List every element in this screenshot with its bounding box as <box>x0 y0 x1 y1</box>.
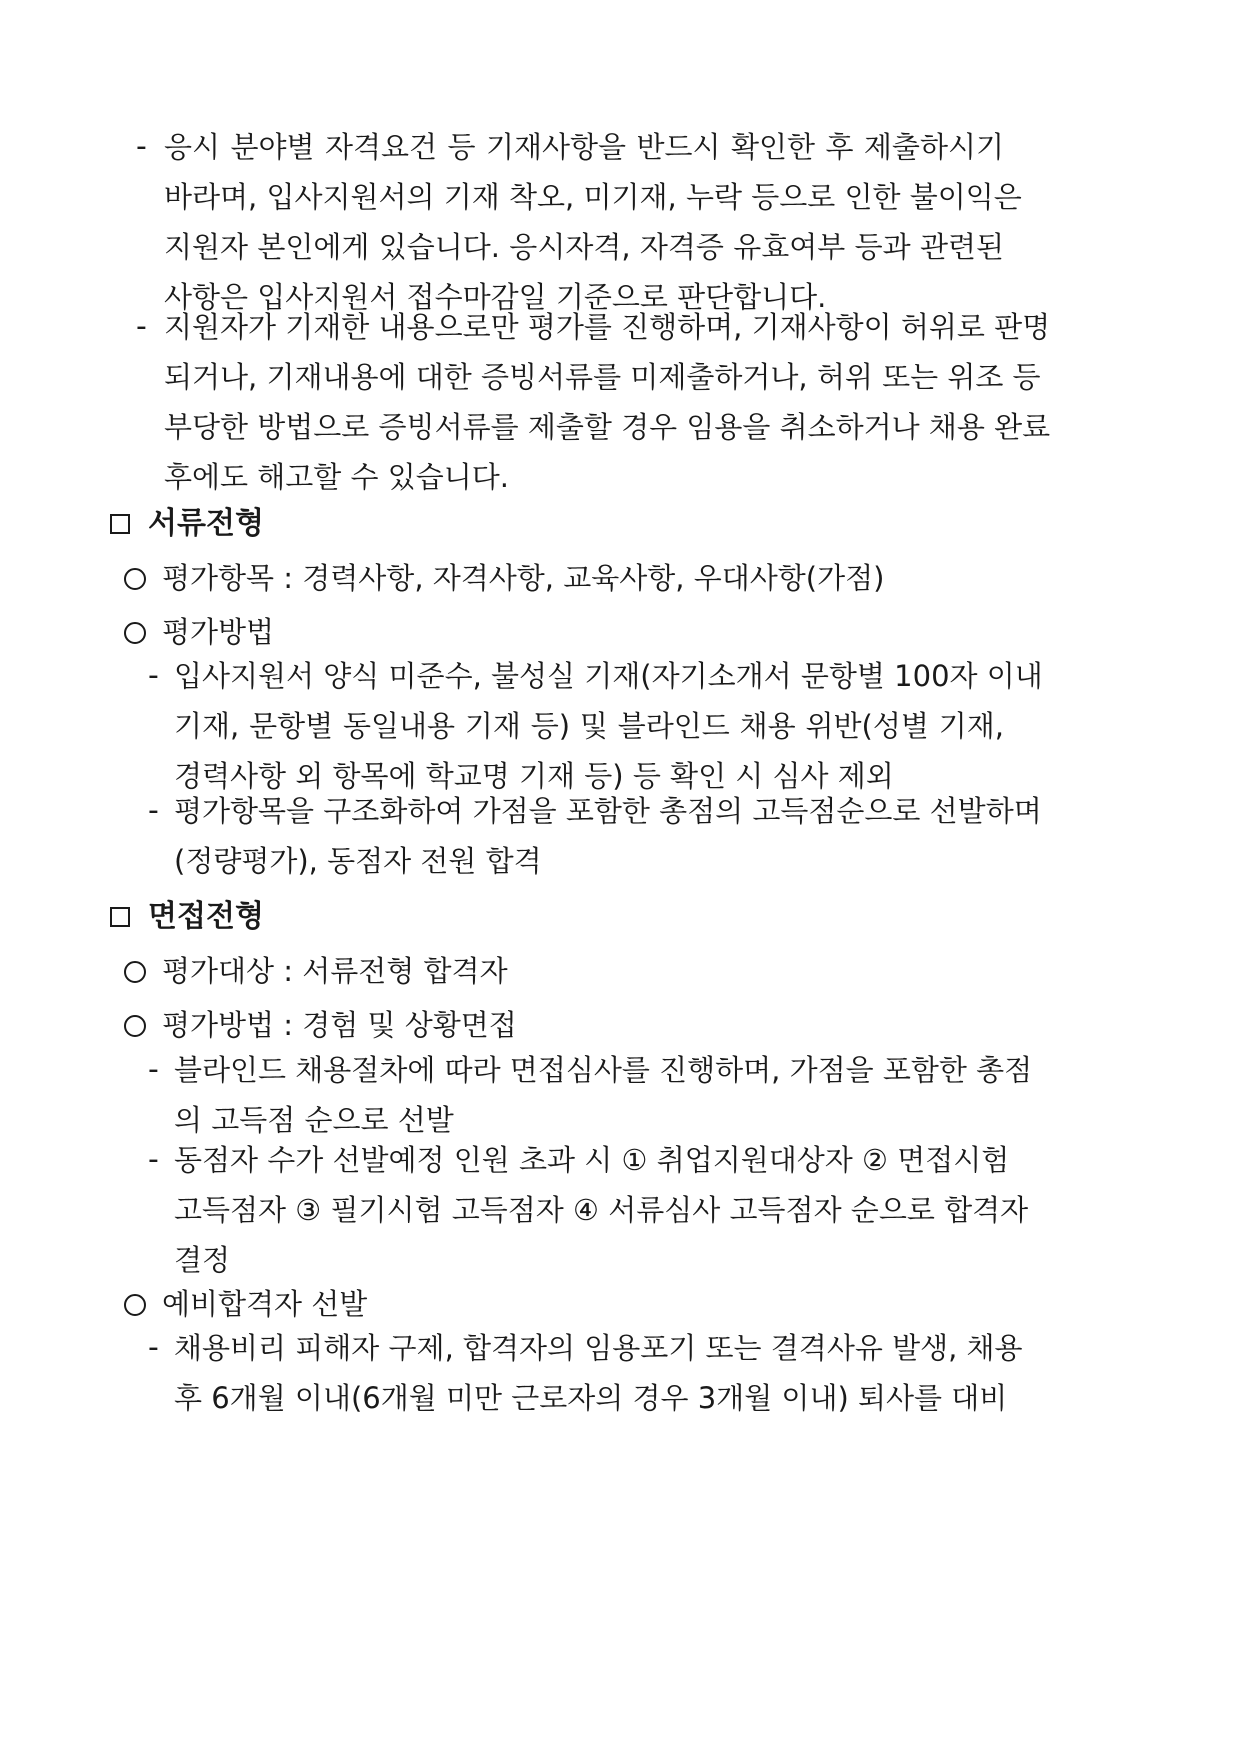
reserve-selection <box>124 1284 367 1324</box>
doc-method-note-2-line-2: (정량평가), 동점자 전원 합격 <box>174 844 542 878</box>
interview-method-note-2-line-1: 동점자 수가 선발예정 인원 초과 시 ① 취업지원대상자 ② 면접시험 <box>174 1143 1010 1177</box>
circle-bullet-icon <box>124 1015 146 1037</box>
evaluation-target-text: 평가대상 : 서류전형 합격자 <box>162 954 508 988</box>
circle-bullet-icon <box>124 568 146 590</box>
evaluation-target <box>124 951 508 991</box>
reserve-note-1-dash: - <box>148 1330 159 1365</box>
interview-method-note-2 <box>174 1135 1029 1285</box>
doc-method-note-1-line-2: 기재, 문항별 동일내용 기재 등) 및 블라인드 채용 위반(성별 기재, <box>174 709 1004 743</box>
intro-note-2-line-4: 후에도 해고할 수 있습니다. <box>164 460 510 494</box>
intro-note-2-dash: - <box>136 309 147 344</box>
reserve-note-1-line-2: 후 6개월 이내(6개월 미만 근로자의 경우 3개월 이내) 퇴사를 대비 <box>174 1381 1008 1415</box>
reserve-selection-text: 예비합격자 선발 <box>162 1287 368 1321</box>
intro-note-1-line-2: 바라며, 입사지원서의 기재 착오, 미기재, 누락 등으로 인한 불이익은 <box>164 180 1022 214</box>
interview-method-note-1-dash: - <box>148 1052 159 1087</box>
evaluation-method-text: 평가방법 <box>162 615 275 649</box>
document-screening-heading <box>110 504 264 544</box>
interview-evaluation-method-text: 평가방법 : 경험 및 상황면접 <box>162 1008 517 1042</box>
circle-bullet-icon <box>124 622 146 644</box>
intro-note-2-line-3: 부당한 방법으로 증빙서류를 제출할 경우 임용을 취소하거나 채용 완료 <box>164 410 1051 444</box>
evaluation-items <box>124 558 884 598</box>
doc-method-note-1-line-1: 입사지원서 양식 미준수, 불성실 기재(자기소개서 문항별 100자 이내 <box>174 659 1043 693</box>
checkbox-square-icon <box>110 514 130 534</box>
interview-method-note-2-dash: - <box>148 1142 159 1177</box>
interview-method-note-1-line-2: 의 고득점 순으로 선발 <box>174 1103 454 1137</box>
intro-note-1-line-1: 응시 분야별 자격요건 등 기재사항을 반드시 확인한 후 제출하시기 <box>164 130 1004 164</box>
intro-note-1-line-4: 사항은 입사지원서 접수마감일 기준으로 판단합니다. <box>164 280 827 314</box>
doc-method-note-2 <box>174 786 1042 886</box>
doc-method-note-1-dash: - <box>148 658 159 693</box>
intro-note-2-line-1: 지원자가 기재한 내용으로만 평가를 진행하며, 기재사항이 허위로 판명 <box>164 310 1051 344</box>
interview-screening-title: 면접전형 <box>148 899 264 934</box>
intro-note-1 <box>164 122 1022 322</box>
doc-method-note-2-dash: - <box>148 793 159 828</box>
circle-bullet-icon <box>124 1294 146 1316</box>
doc-method-note-1-line-3: 경력사항 외 항목에 학교명 기재 등) 등 확인 시 심사 제외 <box>174 759 894 793</box>
interview-evaluation-method <box>124 1005 517 1045</box>
intro-note-2-line-2: 되거나, 기재내용에 대한 증빙서류를 미제출하거나, 허위 또는 위조 등 <box>164 360 1041 394</box>
checkbox-square-icon <box>110 907 130 927</box>
evaluation-items-text: 평가항목 : 경력사항, 자격사항, 교육사항, 우대사항(가점) <box>162 561 885 595</box>
doc-method-note-1 <box>174 651 1043 801</box>
interview-method-note-1-line-1: 블라인드 채용절차에 따라 면접심사를 진행하며, 가점을 포함한 총점 <box>174 1053 1033 1087</box>
intro-note-2 <box>164 302 1051 502</box>
interview-method-note-2-line-2: 고득점자 ③ 필기시험 고득점자 ④ 서류심사 고득점자 순으로 합격자 <box>174 1193 1029 1227</box>
circle-bullet-icon <box>124 961 146 983</box>
reserve-note-1-line-1: 채용비리 피해자 구제, 합격자의 임용포기 또는 결격사유 발생, 채용 <box>174 1331 1023 1365</box>
evaluation-method <box>124 612 274 652</box>
intro-note-1-dash: - <box>136 129 147 164</box>
interview-screening-heading <box>110 897 264 937</box>
interview-method-note-1 <box>174 1045 1033 1145</box>
document-screening-title: 서류전형 <box>148 506 264 541</box>
intro-note-1-line-3: 지원자 본인에게 있습니다. 응시자격, 자격증 유효여부 등과 관련된 <box>164 230 1004 264</box>
reserve-note-1 <box>174 1323 1023 1423</box>
interview-method-note-2-line-3: 결정 <box>174 1243 231 1277</box>
doc-method-note-2-line-1: 평가항목을 구조화하여 가점을 포함한 총점의 고득점순으로 선발하며 <box>174 794 1042 828</box>
